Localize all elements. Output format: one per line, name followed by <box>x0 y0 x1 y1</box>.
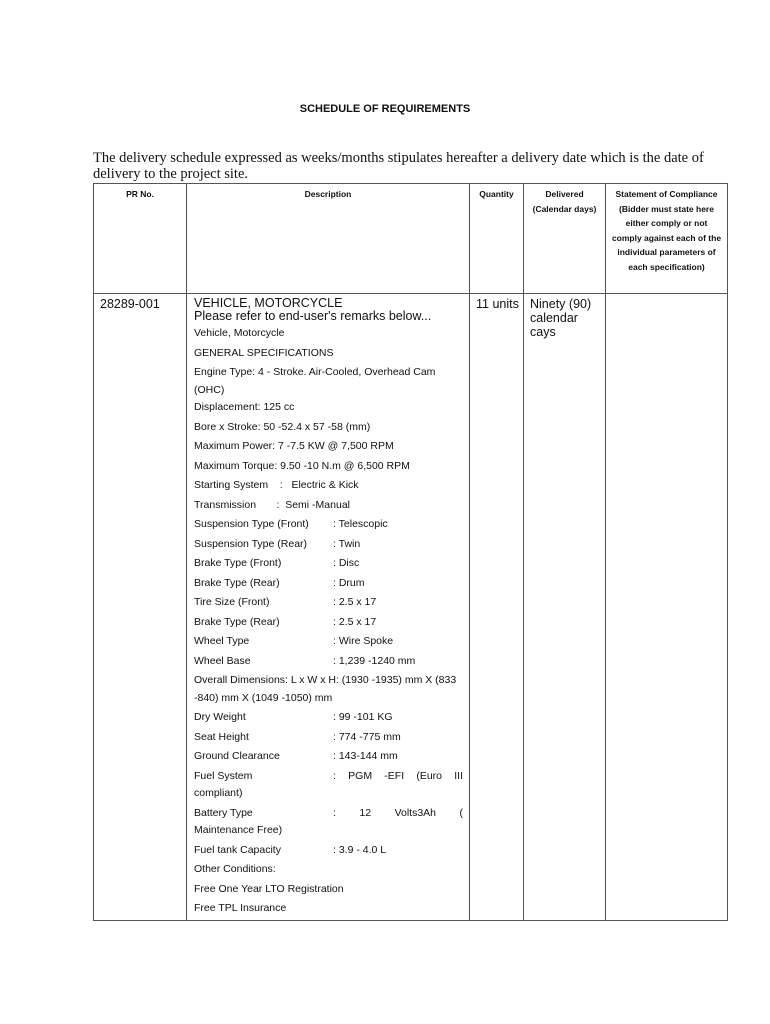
header-description: Description <box>187 184 470 294</box>
spec-value: : 3.9 - 4.0 L <box>333 843 387 856</box>
spec-value: : Telescopic <box>333 518 388 530</box>
overall-dimensions: Overall Dimensions: L x W x H: (1930 -1935) mm X (833 -840) mm X (1049 -1050) mm <box>194 674 457 704</box>
table-header-row <box>94 184 728 294</box>
spec-line: Transmission : Semi -Manual <box>194 498 350 511</box>
item-subtitle: Please refer to end-user's remarks below... <box>194 309 432 323</box>
spec-row <box>194 768 463 786</box>
spec-line: Vehicle, Motorcycle <box>194 327 285 339</box>
spec-row <box>194 614 463 634</box>
spec-row <box>194 516 463 536</box>
spec-value: : 774 -775 mm <box>333 730 401 743</box>
spec-key: Fuel tank Capacity <box>194 843 281 856</box>
spec-line: Maintenance Free) <box>194 824 283 836</box>
spec-line: Maximum Torque: 9.50 -10 N.m @ 6,500 RPM <box>194 459 410 472</box>
spec-row <box>194 633 463 653</box>
spec-line: Displacement: 125 cc <box>194 401 295 413</box>
spec-key: Dry Weight <box>194 711 246 723</box>
spec-row <box>194 709 463 729</box>
spec-line: Other Conditions: <box>194 863 276 875</box>
spec-line: Bore x Stroke: 50 -52.4 x 57 -58 (mm) <box>194 420 371 433</box>
spec-value: : 12 Volts3Ah ( <box>333 806 463 819</box>
spec-line: Free One Year LTO Registration <box>194 882 344 895</box>
header-pr-no: PR No. <box>94 184 187 294</box>
header-quantity: Quantity <box>470 184 524 294</box>
spec-key: Ground Clearance <box>194 750 280 762</box>
spec-line: compliant) <box>194 787 243 799</box>
spec-value: : 2.5 x 17 <box>333 615 377 628</box>
spec-row <box>194 653 463 673</box>
spec-value: : Drum <box>333 576 365 589</box>
header-delivered: Delivered (Calendar days) <box>524 184 606 294</box>
spec-value: : 2.5 x 17 <box>333 596 377 608</box>
spec-line: Starting System : Electric & Kick <box>194 479 359 491</box>
spec-key: Brake Type (Front) <box>194 557 282 569</box>
spec-row <box>194 555 463 575</box>
spec-row <box>194 729 463 749</box>
spec-line: Engine Type: 4 - Stroke. Air-Cooled, Overhead Cam (OHC) <box>194 366 436 396</box>
spec-key: Fuel System <box>194 769 253 782</box>
spec-key: Suspension Type (Front) <box>194 518 309 530</box>
spec-value: : 1,239 -1240 mm <box>333 654 416 667</box>
page-title: SCHEDULE OF REQUIREMENTS <box>299 103 471 115</box>
spec-key: Brake Type (Rear) <box>194 576 280 589</box>
spec-row <box>194 594 463 614</box>
spec-row <box>194 575 463 595</box>
spec-row <box>194 842 463 862</box>
spec-value: : 143-144 mm <box>333 750 398 762</box>
spec-key: Battery Type <box>194 806 253 819</box>
spec-value: : Disc <box>333 557 360 569</box>
compliance-cell <box>606 294 728 921</box>
spec-value: : 99 -101 KG <box>333 711 393 723</box>
spec-key: Brake Type (Rear) <box>194 615 280 628</box>
spec-row <box>194 536 463 556</box>
delivered-cell: Ninety (90) calendar cays <box>524 294 606 921</box>
spec-line: Maximum Power: 7 -7.5 KW @ 7,500 RPM <box>194 440 394 452</box>
spec-key: Wheel Type <box>194 635 250 647</box>
item-title: VEHICLE, MOTORCYCLE <box>194 296 343 310</box>
spec-key: Suspension Type (Rear) <box>194 537 308 550</box>
pr-number-cell: 28289-001 <box>94 294 187 921</box>
spec-list <box>194 323 463 920</box>
spec-key: Tire Size (Front) <box>194 596 270 608</box>
spec-line: Free TPL Insurance <box>194 902 287 914</box>
table-row <box>94 294 728 921</box>
spec-key: Seat Height <box>194 730 249 743</box>
spec-value: : PGM -EFI (Euro III <box>333 769 463 782</box>
spec-row <box>194 805 463 823</box>
spec-key: Wheel Base <box>194 654 251 667</box>
header-compliance: Statement of Compliance (Bidder must state here either comply or not comply against each of the individual parameters of each specification) <box>606 184 728 294</box>
requirements-table <box>93 183 728 921</box>
spec-row <box>194 748 463 768</box>
spec-value: : Twin <box>333 537 361 550</box>
spec-value: : Wire Spoke <box>333 635 394 647</box>
quantity-cell: 11 units <box>470 294 524 921</box>
intro-paragraph: The delivery schedule expressed as weeks/months stipulates hereafter a delivery date which is the date of delivery to the project site. <box>93 150 704 182</box>
spec-line: GENERAL SPECIFICATIONS <box>194 346 334 359</box>
description-cell <box>187 294 470 921</box>
